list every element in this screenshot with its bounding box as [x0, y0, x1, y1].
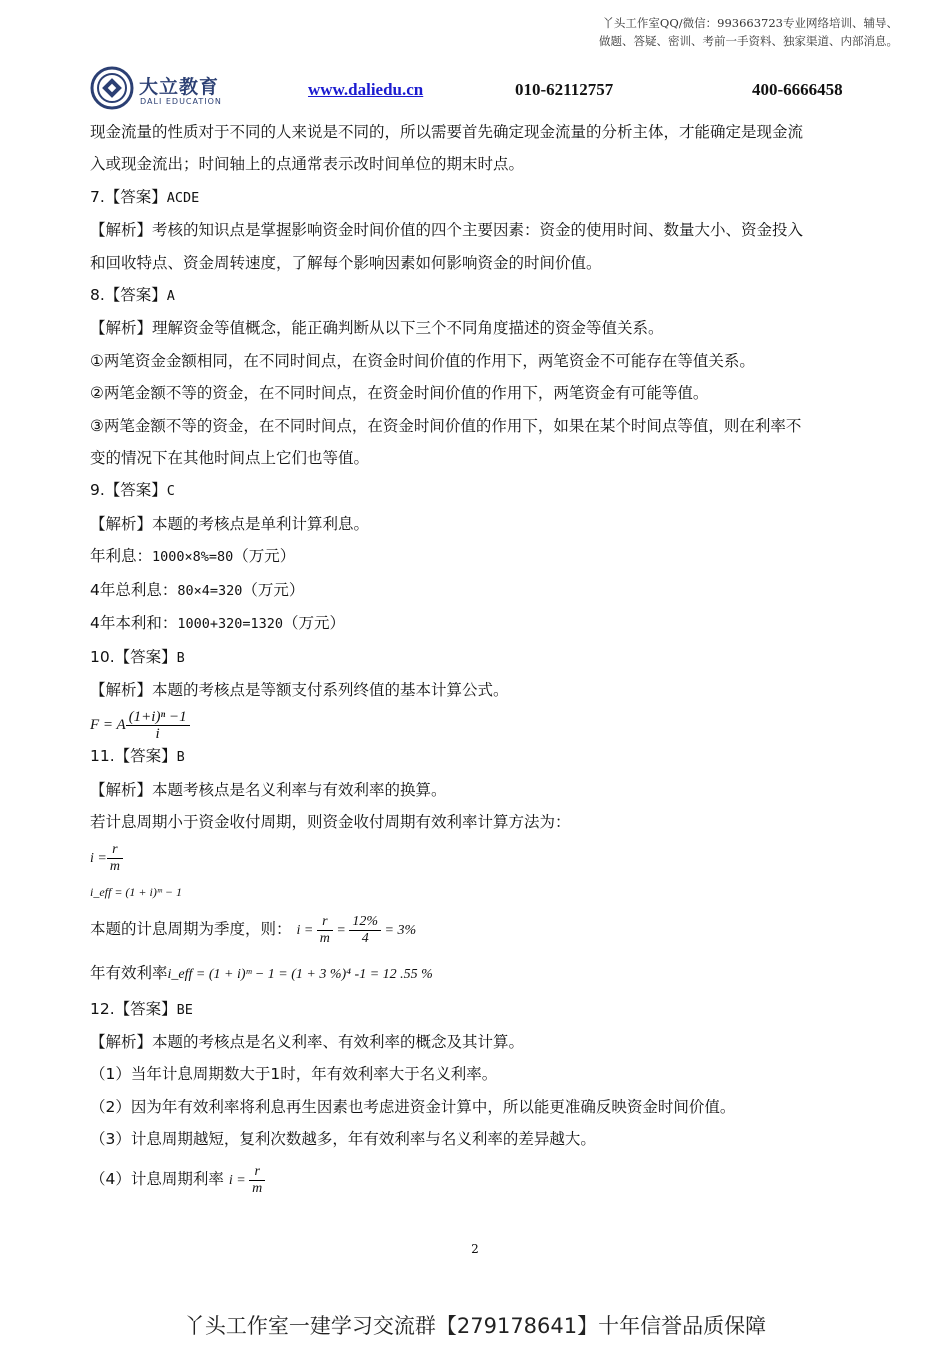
paragraph: ①两笔资金金额相同，在不同时间点，在资金时间价值的作用下，两笔资金不可能存在等值关系。	[90, 351, 755, 370]
logo-name: 大立教育	[139, 76, 220, 98]
logo-seal-icon	[90, 66, 134, 110]
quarterly-rate-line: 本题的计息周期为季度，则： i = $\frac{r}{m}$ = $\frac{12\%}{4}$ = 3%	[90, 914, 417, 946]
answer-heading-8: 8.【答案】A	[90, 286, 175, 305]
phone-number: 010-62112757	[515, 80, 614, 99]
paragraph: 【解析】本题考核点是名义利率与有效利率的换算。	[90, 780, 447, 799]
hotline-number: 400-6666458	[752, 80, 843, 99]
answer-heading-9: 9.【答案】C	[90, 481, 175, 500]
logo	[90, 66, 230, 112]
paragraph: 变的情况下在其他时间点上它们也等值。	[90, 449, 370, 468]
paragraph: （2）因为年有效利率将利息再生因素也考虑进资金计算中，所以能更准确反映资金时间价值。	[90, 1097, 736, 1116]
paragraph: 【解析】本题的考核点是等额支付系列终值的基本计算公式。	[90, 680, 509, 699]
paragraph: 现金流量的性质对于不同的人来说是不同的，所以需要首先确定现金流量的分析主体，才能确定是现金流	[90, 123, 804, 141]
page-number: 2	[471, 1242, 479, 1256]
paragraph: 和回收特点、资金周转速度，了解每个影响因素如何影响资金的时间价值。	[90, 253, 602, 272]
paragraph: ③两笔金额不等的资金，在不同时间点，在资金时间价值的作用下，如果在某个时间点等值，则在利率不	[90, 416, 802, 435]
top-note-line-1: 丫头工作室QQ/微信：993663723专业网络培训、辅导、	[602, 16, 898, 30]
formula-effective-rate: i_eff = (1 + i)ᵐ − 1	[90, 884, 182, 899]
answer-heading-11: 11.【答案】B	[90, 747, 185, 766]
paragraph: （1）当年计息周期数大于1时，年有效利率大于名义利率。	[90, 1065, 498, 1084]
paragraph: 【解析】理解资金等值概念，能正确判断从以下三个不同角度描述的资金等值关系。	[90, 319, 664, 338]
paragraph: 入或现金流出；时间轴上的点通常表示改时间单位的期末时点。	[90, 155, 525, 174]
logo-subtitle: DALI EDUCATION	[140, 97, 222, 106]
period-rate-line: （4）计息周期利率 i = $\frac{r}{m}$	[90, 1156, 862, 1204]
calc-line: 4年总利息：80×4=320（万元）	[90, 580, 305, 599]
paragraph: （3）计息周期越短，复利次数越多，年有效利率与名义利率的差异越大。	[90, 1130, 596, 1149]
answer-heading-7: 7.【答案】ACDE	[90, 187, 200, 206]
paragraph: ②两笔金额不等的资金，在不同时间点，在资金时间价值的作用下，两笔资金有可能等值。	[90, 384, 709, 403]
formula-future-value: F = A $\frac{\text{(1+i)ⁿ −1}}{i}$	[90, 706, 862, 744]
paragraph: 【解析】考核的知识点是掌握影响资金时间价值的四个主要因素：资金的使用时间、数量大小、资金投入	[90, 221, 804, 240]
top-promo-note	[478, 14, 898, 50]
document-body	[90, 116, 862, 1204]
calc-line: 4年本利和：1000+320=1320（万元）	[90, 614, 346, 633]
paragraph: 【解析】本题的考核点是名义利率、有效利率的概念及其计算。	[90, 1032, 525, 1051]
footer-banner: 丫头工作室一建学习交流群【279178641】十年信誉品质保障	[183, 1314, 767, 1338]
annual-effective-rate-line: 年有效利率i_eff = (1 + i)ᵐ − 1 = (1 + 3 %)⁴ -1 = 12 .55 %	[90, 963, 433, 982]
paragraph: 若计息周期小于资金收付周期，则资金收付周期有效利率计算方法为：	[90, 813, 571, 832]
paragraph: 【解析】本题的考核点是单利计算利息。	[90, 514, 370, 533]
answer-heading-10: 10.【答案】B	[90, 647, 185, 666]
formula-period-rate: i = $\frac{r}{m}$	[90, 839, 862, 879]
website-link[interactable]: www.daliedu.cn	[308, 80, 424, 99]
answer-heading-12: 12.【答案】BE	[90, 999, 193, 1018]
calc-line: 年利息：1000×8%=80（万元）	[90, 547, 296, 566]
top-note-line-2: 做题、答疑、密训、考前一手资料、独家渠道、内部消息。	[599, 34, 898, 48]
